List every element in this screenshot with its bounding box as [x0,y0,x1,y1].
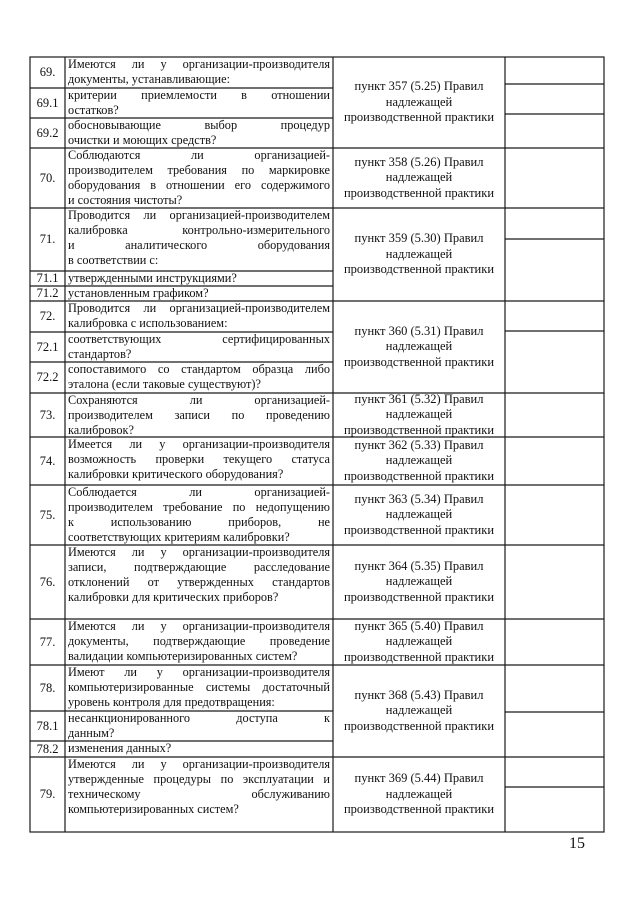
text-line: надлежащей [385,453,453,468]
question-text [65,208,333,271]
text-line: данным? [68,726,115,740]
row-number: 78.2 [36,741,59,756]
text-line: надлежащей [385,246,453,261]
row-number: 74. [39,453,56,468]
question-text [65,332,333,362]
row-number: 69.2 [36,125,59,140]
row-number: 79. [39,787,56,801]
regulation-reference [333,301,505,393]
row-number: 72. [39,309,56,323]
question-text [65,665,333,711]
row-number: 71.2 [36,286,59,300]
text-line: калибровки для критических приборов? [68,590,279,604]
text-line: Соблюдаются ли организацией- [68,148,330,162]
text-line: документы, устанавливающие: [68,72,230,86]
text-line: надлежащей [385,170,453,185]
text-line: пункт 357 (5.25) Правил [354,79,484,94]
row-number: 69.1 [36,95,59,110]
text-line: соответствующих критериям калибровки? [68,530,290,544]
row-number: 76. [39,574,56,589]
row-number: 78.1 [36,718,59,733]
text-line: калибровки критического оборудования? [68,467,284,481]
text-line: Имеются ли у организации-производителя [68,619,330,633]
text-line: производственной практики [343,522,495,537]
text-line: надлежащей [385,786,453,801]
question-text [65,741,333,757]
text-line: Имеют ли у организации-производителя [68,665,330,679]
row-number: 69. [39,65,56,79]
text-line: стандартов? [68,347,132,361]
text-line: в соответствии с: [68,253,159,267]
text-line: пункт 364 (5.35) Правил [354,558,484,573]
text-line: утвержденными инструкциями? [68,271,237,285]
text-line: сопоставимого со стандартом образца либо [68,362,330,376]
text-line: калибровка контрольно-измерительного [68,223,330,237]
text-line: производственной практики [343,185,495,200]
text-line: пункт 369 (5.44) Правил [354,771,484,786]
text-line: несанкционированного доступа к [68,711,330,725]
text-line: к использованию приборов, не [68,515,330,529]
text-line: уровень контроля для предотвращения: [68,695,275,709]
text-line: изменения данных? [68,741,172,755]
text-line: возможность проверки текущего статуса [68,452,330,466]
text-line: производственной практики [343,422,495,437]
text-line: производственной практики [343,468,495,483]
regulation-reference [333,148,505,208]
question-text [65,437,333,485]
text-line: калибровка с использованием: [68,316,228,330]
text-line: Имеется ли у организации-производителя [68,437,330,451]
regulation-reference [333,665,505,757]
regulation-reference [333,485,505,545]
page-number: 15 [569,835,585,852]
text-line: остатков? [68,103,119,117]
text-line: утвержденные процедуры по эксплуатации и [68,772,330,786]
text-line: надлежащей [385,634,453,649]
text-line: критерии приемлемости в отношении [68,88,330,102]
question-text [65,757,333,832]
row-number: 78. [39,680,56,695]
regulation-reference [333,757,505,832]
text-line: пункт 362 (5.33) Правил [354,437,484,452]
text-line: производственной практики [343,110,495,125]
text-line: оборудования в отношении его содержимого [68,178,330,192]
text-line: Имеются ли у организации-производителя [68,757,330,771]
text-line: производителем требования по маркировке [68,163,330,177]
text-line: калибровок? [68,423,134,437]
regulation-reference [333,545,505,619]
question-text [65,545,333,619]
question-text [65,88,333,118]
text-line: производственной практики [343,589,495,604]
row-number: 73. [39,407,56,422]
text-line: документы, подтверждающие проведение [68,634,330,648]
row-number: 71. [39,232,56,246]
text-line: очистки и моющих средств? [68,133,217,147]
text-line: Проводится ли организацией-производителем [68,208,330,222]
regulation-reference [333,57,505,148]
text-line: соответствующих сертифицированных [68,332,330,346]
row-number: 72.2 [36,370,59,384]
text-line: и аналитического оборудования [68,238,330,252]
text-line: надлежащей [385,339,453,354]
question-text [65,118,333,148]
text-line: надлежащей [385,407,453,422]
text-line: пункт 363 (5.34) Правил [354,491,484,506]
question-text [65,485,333,545]
question-text [65,362,333,393]
question-text [65,619,333,665]
text-line: пункт 365 (5.40) Правил [354,619,484,633]
text-line: Имеются ли у организации-производителя [68,545,330,559]
text-line: производителем требование по недопущению [68,500,330,514]
question-text [65,301,333,332]
regulation-reference [333,393,505,437]
row-number: 72.1 [36,339,59,354]
text-line: Сохраняются ли организацией- [68,393,330,407]
question-text [65,393,333,437]
text-line: компьютеризированных систем? [68,802,239,816]
text-line: записи, подтверждающие расследование [68,560,330,574]
text-line: валидации компьютеризированных систем? [68,649,298,663]
text-line: обосновывающие выбор процедур [68,118,330,132]
row-number: 77. [39,634,56,649]
text-line: надлежащей [385,94,453,109]
text-line: пункт 368 (5.43) Правил [354,687,484,702]
text-line: пункт 360 (5.31) Правил [354,323,484,338]
regulation-reference [333,437,505,485]
text-line: надлежащей [385,507,453,522]
text-line: Проводится ли организацией-производителем [68,301,330,315]
row-number: 75. [39,507,56,522]
text-line: надлежащей [385,574,453,589]
text-line: техническому обслуживанию [68,787,330,801]
text-line: производственной практики [343,718,495,733]
text-line: пункт 358 (5.26) Правил [354,154,484,169]
row-number: 70. [39,170,56,185]
question-text [65,711,333,741]
regulation-reference [333,619,505,665]
text-line: пункт 359 (5.30) Правил [354,231,484,246]
question-text [65,57,333,88]
question-text [65,148,333,208]
regulation-reference [333,208,505,301]
text-line: производственной практики [343,262,495,277]
text-line: Имеются ли у организации-производителя [68,57,330,71]
text-line: компьютеризированные системы достаточный [68,680,330,694]
text-line: установленным графиком? [68,286,209,300]
text-line: Соблюдается ли организацией- [68,485,330,499]
text-line: производственной практики [343,354,495,369]
text-line: производителем записи по проведению [68,408,330,422]
text-line: отклонений от утвержденных стандартов [68,575,330,589]
question-text [65,286,333,301]
text-line: надлежащей [385,703,453,718]
text-line: производственной практики [343,649,495,664]
text-line: и состояния чистоты? [68,193,183,207]
text-line: эталона (если таковые существуют)? [68,377,261,391]
text-line: пункт 361 (5.32) Правил [354,393,484,406]
question-text [65,271,333,286]
row-number: 71.1 [36,271,59,285]
text-line: производственной практики [343,802,495,817]
